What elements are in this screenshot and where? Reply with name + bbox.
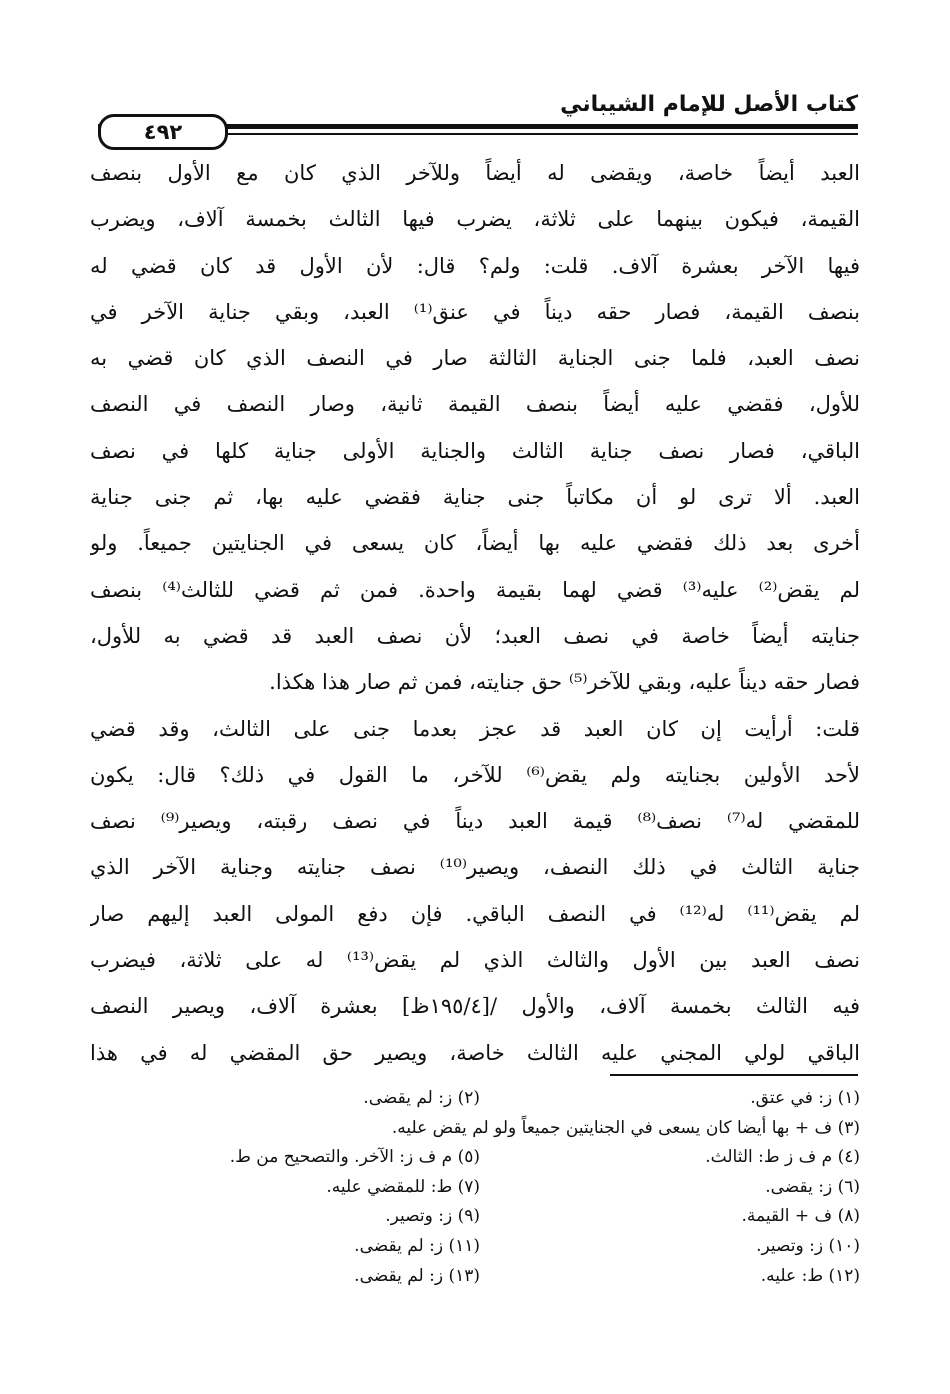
text-line: نصف العبد بين الأول والثالث الذي لم يقض⁽¹³⁾ له على ثلاثة، فيضرب [90,948,860,973]
page-number: ٤٩٢ [143,120,183,144]
text-line: القيمة، فيكون بينهما على ثلاثة، يضرب فيها الثالث بخمسة آلاف، ويضرب [90,207,860,232]
footnote: (١١) ز: لم يقضى. [354,1235,480,1256]
text-line: الباقي، فصار نصف جناية الثالث والجناية الأولى جناية كلها في نصف [90,438,860,463]
text-line: لم يقض⁽²⁾ عليه⁽³⁾ قضي لهما بقيمة واحدة. فمن ثم قضي للثالث⁽⁴⁾ بنصف [90,577,860,602]
text-line: الباقي لولي المجني عليه الثالث خاصة، ويصير حق المقضي له في هذا [90,1040,860,1065]
text-line: لم يقض⁽¹¹⁾ له⁽¹²⁾ في النصف الباقي. فإن دفع المولى العبد إليهم صار [90,901,860,926]
footnote: (١) ز: في عتق. [750,1088,860,1108]
text-line: لأحد الأولين بجنايته ولم يقض⁽⁶⁾ للآخر، ما القول في ذلك؟ قال: يكون [90,762,860,787]
text-line: بنصف القيمة، فصار حقه ديناً في عنق⁽¹⁾ العبد، وبقي جناية الآخر في [90,299,860,324]
text-line: قلت: أرأيت إن كان العبد قد عجز بعدما جنى على الثالث، وقد قضي [90,716,860,741]
footnote: (٢) ز: لم يقضى. [363,1088,480,1108]
text-line: فصار حقه ديناً عليه، وبقي للآخر⁽⁵⁾ حق جنايته، فمن ثم صار هذا هكذا. [269,670,860,695]
text-line: العبد. ألا ترى لو أن مكاتباً جنى جناية فقضي عليه بها، ثم جنى جناية [90,485,860,510]
footnote: (١٢) ط: عليه. [760,1265,860,1286]
footnote: (٣) ف + بها أيضا كان يسعى في الجنايتين جميعاً ولو لم يقض عليه. [391,1117,860,1138]
footnote: (١٠) ز: وتصير. [756,1235,860,1256]
text-line: فيه الثالث بخمسة آلاف، والأول /[١٩٥/٤ظ] بعشرة آلاف، ويصير النصف [90,994,860,1019]
book-title: كتاب الأصل للإمام الشيباني [560,92,858,117]
text-line: للمقضي له⁽⁷⁾ نصف⁽⁸⁾ قيمة العبد ديناً في نصف رقبته، ويصير⁽⁹⁾ نصف [90,809,860,834]
footnote: (٨) ف + القيمة. [741,1206,860,1227]
footnote-separator [610,1074,858,1076]
footnotes [85,1084,860,1291]
text-line: للأول، فقضي عليه أيضاً بنصف القيمة ثانية، وصار النصف في النصف [90,392,860,417]
footnote: (٧) ط: للمقضي عليه. [326,1176,480,1197]
main-text [90,150,860,1076]
text-line: نصف العبد، فلما جنى الجناية الثالثة صار في النصف الذي كان قضي به [90,346,860,371]
text-line: جناية الثالث في ذلك النصف، ويصير⁽¹⁰⁾ نصف جنايته وجناية الآخر الذي [90,855,860,880]
footnote: (٥) م ف ز: الآخر. والتصحيح من ط. [229,1147,480,1168]
page-number-badge [98,114,228,150]
text-line: جنايته أيضاً خاصة في نصف العبد؛ لأن نصف العبد قد قضي به للأول، [90,623,860,648]
text-line: أخرى بعد ذلك فقضي عليه بها أيضاً، كان يسعى في الجنايتين جميعاً. ولو [90,531,860,556]
text-line: فيها الآخر بعشرة آلاف. قلت: ولم؟ قال: لأن الأول قد كان قضي له [90,253,860,278]
footnote: (١٣) ز: لم يقضى. [354,1265,480,1286]
text-line: العبد أيضاً خاصة، ويقضى له أيضاً وللآخر الذي كان مع الأول بنصف [90,161,860,185]
footnote: (٤) م ف ز ط: الثالث. [705,1147,860,1168]
footnote: (٦) ز: يقضى. [765,1176,860,1197]
footnote: (٩) ز: وتصير. [385,1206,480,1227]
